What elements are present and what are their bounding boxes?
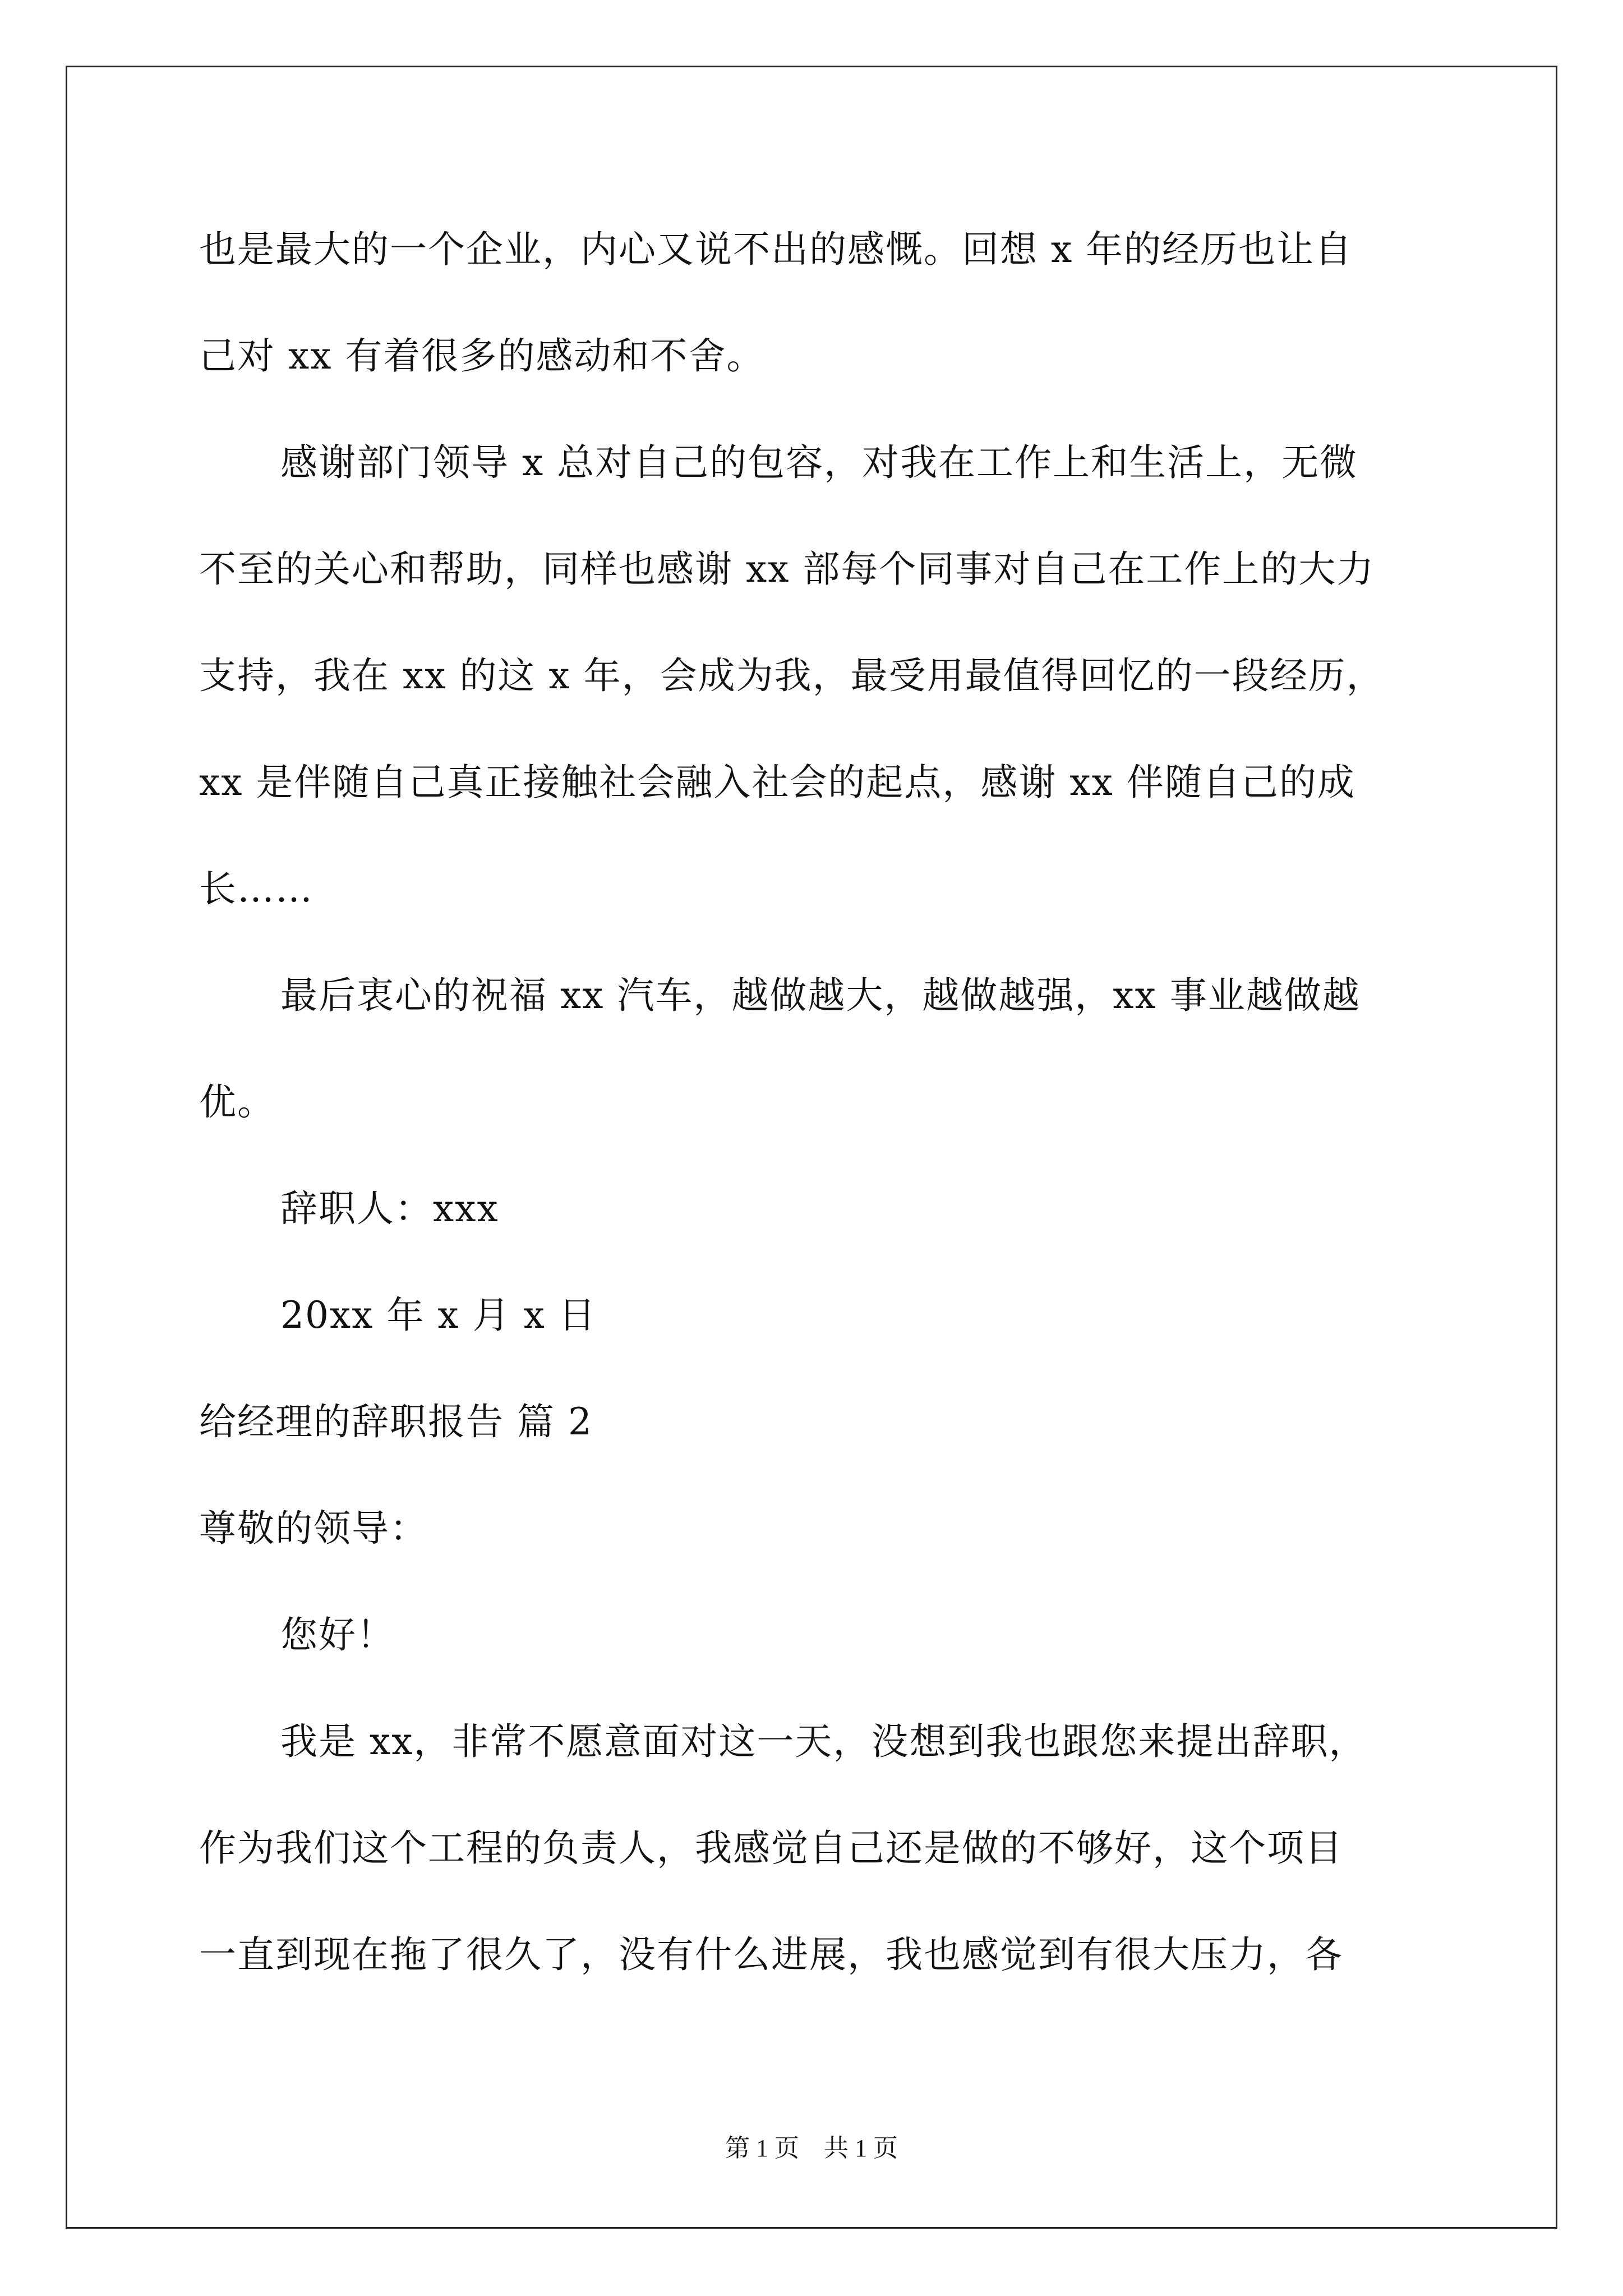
- body-line: 感谢部门领导 x 总对自己的包容，对我在工作上和生活上，无微: [280, 441, 1358, 484]
- body-line: 也是最大的一个企业，内心又说不出的感慨。回想 x 年的经历也让自: [199, 228, 1353, 271]
- body-line: 不至的关心和帮助，同样也感谢 xx 部每个同事对自己在工作上的大力: [199, 547, 1375, 591]
- body-line: 长……: [199, 867, 313, 910]
- body-line: 作为我们这个工程的负责人，我感觉自己还是做的不够好，这个项目: [199, 1826, 1343, 1870]
- body-line: 优。: [199, 1080, 275, 1124]
- body-line: 一直到现在拖了很久了，没有什么进展，我也感觉到有很大压力，各: [199, 1933, 1343, 1976]
- page-footer: 第 1 页 共 1 页: [725, 2134, 898, 2162]
- signature-line: 辞职人：xxx: [280, 1187, 499, 1230]
- salutation: 尊敬的领导：: [199, 1507, 428, 1550]
- page-border: [66, 66, 1557, 2229]
- greeting: 您好！: [280, 1613, 395, 1657]
- date-line: 20xx 年 x 月 x 日: [280, 1294, 597, 1337]
- body-line: xx 是伴随自己真正接触社会融入社会的起点，感谢 xx 伴随自己的成: [199, 761, 1355, 804]
- body-line: 我是 xx，非常不愿意面对这一天，没想到我也跟您来提出辞职，: [280, 1720, 1367, 1763]
- body-line: 己对 xx 有着很多的感动和不舍。: [199, 334, 765, 378]
- body-line: 最后衷心的祝福 xx 汽车，越做越大，越做越强，xx 事业越做越: [280, 974, 1361, 1017]
- body-line: 支持，我在 xx 的这 x 年，会成为我，最受用最值得回忆的一段经历，: [199, 654, 1385, 697]
- section-title: 给经理的辞职报告 篇 2: [199, 1400, 593, 1443]
